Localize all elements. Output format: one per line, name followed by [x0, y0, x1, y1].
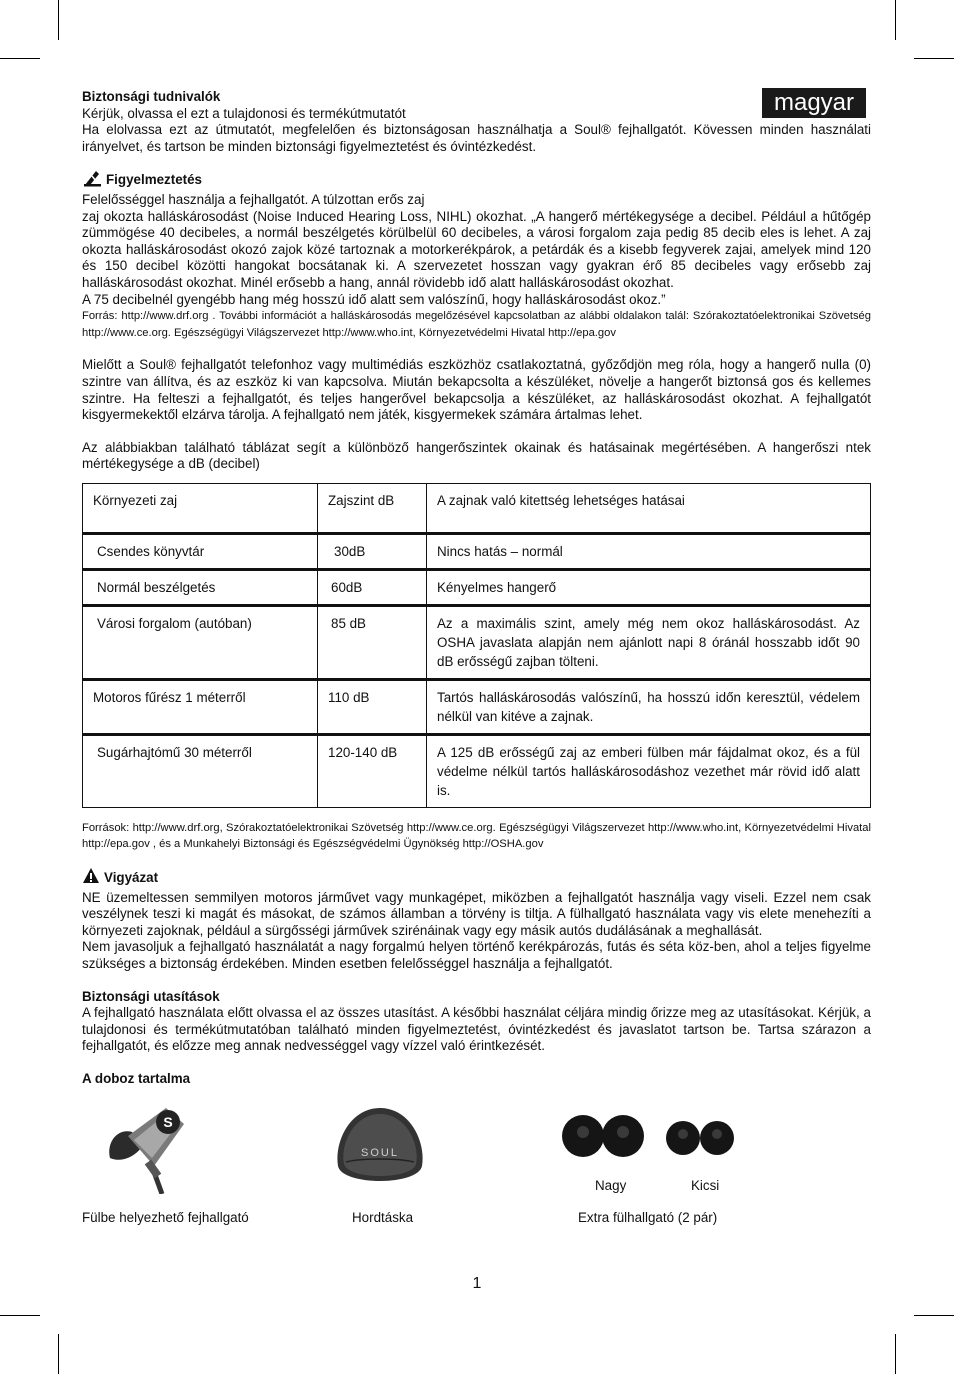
- warning-line3: A 75 decibelnél gyengébb hang még hosszú idő alatt sem valószínű, hogy halláskárosodást okoz.”: [82, 291, 666, 307]
- earbud-logo: S: [163, 1113, 173, 1130]
- box-contents-title: A doboz tartalma: [82, 1071, 191, 1086]
- crop-mark: [58, 0, 59, 40]
- table-row: [83, 734, 871, 807]
- table-cell-env: Sugárhajtómű 30 méterről: [83, 734, 318, 807]
- table-cell-db: 60dB: [318, 569, 427, 605]
- crop-mark: [58, 1334, 59, 1374]
- crop-mark: [0, 58, 40, 59]
- table-header-row: [83, 483, 871, 533]
- table-header-env: Környezeti zaj: [83, 483, 318, 533]
- caution-para2: Nem javasoljuk a fejhallgató használatát a nagy forgalmú helyen történő kerékpározás, futás és séta köz-ben, ahol a teljes figyelme szükséges a biztonság érdekében. Minden esetben felelősséggel használja a fejhallgatót.: [82, 939, 871, 972]
- caution-title: Vigyázat: [104, 870, 159, 886]
- tip-size-small: Kicsi: [691, 1177, 720, 1193]
- noise-level-table: [82, 483, 871, 808]
- tip-size-large: Nagy: [595, 1177, 627, 1193]
- carrying-case-image: [332, 1104, 428, 1195]
- case-brand: SOUL: [361, 1146, 399, 1159]
- sources: Források: http://www.drf.org, Szórakoztatóelektronikai Szövetség http://www.ce.org. Egészségügyi Világszervezet http://www.who.int, Környezetvédelmi Hivatal http://epa.gov , és a Munkahelyi Biztonsági és Egészségvédelmi Ügynökség http://OSHA.gov: [82, 821, 871, 851]
- warning-line1: Felelősséggel használja a fejhallgatót. A túlzottan erős zaj: [82, 191, 425, 207]
- caution-heading: [82, 867, 871, 890]
- table-cell-effect: Tartós halláskárosodás valószínű, ha hosszú időn keresztül, védelem nélkül van kitéve a zajnak.: [427, 679, 871, 734]
- caution-icon: [82, 867, 100, 890]
- box-item-label: Hordtáska: [352, 1209, 414, 1225]
- table-cell-db: 110 dB: [318, 679, 427, 734]
- table-cell-env: Normál beszélgetés: [83, 569, 318, 605]
- page-number: 1: [472, 1275, 482, 1292]
- instructions-title: Biztonsági utasítások: [82, 988, 220, 1004]
- table-cell-db: 85 dB: [318, 605, 427, 679]
- table-cell-effect: Az a maximális szint, amely még nem okoz halláskárosodást. Az OSHA javaslata alapján nem ajánlott napi 8 óránál hosszabb időt 90 dB erősségű zajban tölteni.: [427, 605, 871, 679]
- box-item-label: Extra fülhallgató (2 pár): [578, 1209, 718, 1225]
- caution-para1: NE üzemeltessen semmilyen motoros járművet vagy munkagépet, miközben a fejhallgatót használja vagy viseli. Ezzel nem csak veszélynek teszi ki magát és másokat, de számos államban a törvény is tiltja. A fülhallgató használata vagy vis elete menehezíti a környezeti zajoknak, például a sürgősségi járművek szirénáinak vagy egy másik autós dudálásának a meghallását.: [82, 889, 871, 938]
- table-cell-env: Motoros fűrész 1 méterről: [83, 679, 318, 734]
- instructions-para: A fejhallgató használata előtt olvassa el az összes utasítást. A későbbi használat céljára mindig őrizze meg az utasításokat. Kérjük, a tulajdonosi és termékútmutatóban található minden figyelmeztetést, óvintézkedést és javaslatot tartson be. Tartsa szárazon a fejhallgatót, és előzze meg annak nedvességgel vagy vízzel való érintkezését.: [82, 1005, 871, 1054]
- box-item-label: Fülbe helyezhető fejhallgató: [82, 1209, 249, 1225]
- ear-tips-image: [559, 1108, 759, 1169]
- table-row: [83, 605, 871, 679]
- warning-icon: [82, 169, 102, 192]
- language-badge: magyar: [762, 88, 866, 118]
- safety-info-title: Biztonsági tudnivalók: [82, 89, 221, 104]
- table-header-effect: A zajnak való kitettség lehetséges hatásai: [427, 483, 871, 533]
- warning-heading: [82, 169, 871, 192]
- warning-source: Forrás: http://www.drf.org . További információt a halláskárosodás megelőzésével kapcsolatban az alábbi oldalakon talál: Szórakoztatóelektronikai Szövetség http://www.ce.org. Egészségügyi Világszervezet http://www.who.int, Környezetvédelmi Hivatal http://epa.gov: [82, 310, 871, 339]
- crop-mark: [0, 1315, 40, 1316]
- crop-mark: [895, 1334, 896, 1374]
- earbud-image: [104, 1102, 190, 1199]
- table-cell-env: Csendes könyvtár: [83, 533, 318, 569]
- warning-title: Figyelmeztetés: [106, 172, 203, 188]
- table-row: [83, 569, 871, 605]
- crop-mark: [895, 0, 896, 40]
- safety-info-intro: Ha elolvassa ezt az útmutatót, megfelelően és biztonságosan használhatja a Soul® fejhallgatót. Kövessen minden használati irányelvet, és tartson be minden biztonsági figyelmeztetést és óvintézkedést.: [82, 122, 871, 154]
- small-tips: [666, 1121, 734, 1155]
- table-cell-effect: Nincs hatás – normál: [427, 533, 871, 569]
- crop-mark: [914, 58, 954, 59]
- large-tips: [562, 1115, 644, 1157]
- table-cell-env: Városi forgalom (autóban): [83, 605, 318, 679]
- table-cell-db: 120-140 dB: [318, 734, 427, 807]
- table-cell-effect: A 125 dB erősségű zaj az emberi fülben már fájdalmat okoz, és a fül védelme nélkül tartós halláskárosodáshoz vezethet már rövid idő alatt is.: [427, 734, 871, 807]
- box-contents: [82, 1102, 871, 1252]
- crop-mark: [914, 1315, 954, 1316]
- table-cell-db: 30dB: [318, 533, 427, 569]
- connect-paragraph: Mielőtt a Soul® fejhallgatót telefonhoz vagy multimédiás eszközhöz csatlakoztatná, győződjön meg róla, hogy a hangerő nulla (0) szintre van állítva, és az eszköz ki van kapcsolva. Miután bekapcsolta a készüléket, növelje a hangerőt biztonsá gos és kellemes szintre. Ha felteszi a fejhallgatót, és teljes hangerővel bekapcsolja a készüléket, az halláskárosodást okozhat. A fejhallgatót kisgyermekektől elzárva tárolja. A fejhallgató nem játék, kisgyermekek számára ártalmas lehet.: [82, 357, 871, 423]
- warning-line2: zaj okozta halláskárosodást (Noise Induced Hearing Loss, NIHL) okozhat. „A hangerő mértékegysége a decibel. Például a hűtőgép zümmögése 40 decibeles, a normál beszélgetés körülbelül 60 decibeles, a városi forgalom zaja pedig 85 decib eles is lehet. A zaj okozta halláskárosodást okozó zajok közé tartoznak a motorkerékpárok, a petárdák és a kisebb fegyverek zajai, amelyek mind 120 és 150 decibel közötti hangokat bocsátanak ki. A szervezetet hosszan vagy gyakran érő 85 decibeles vagy erősebb zaj halláskárosodást okozhat. Minél erősebb a hang, annál rövidebb idő alatt halláskárosodást okozhat.: [82, 208, 871, 290]
- table-header-db: Zajszint dB: [318, 483, 427, 533]
- content: [82, 89, 871, 1252]
- table-row: [83, 533, 871, 569]
- table-row: [83, 679, 871, 734]
- table-cell-effect: Kényelmes hangerő: [427, 569, 871, 605]
- safety-info-subtitle: Kérjük, olvassa el ezt a tulajdonosi és termékútmutatót: [82, 105, 406, 121]
- table-intro: Az alábbiakban található táblázat segít a különböző hangerőszintek okainak és hatásainak megértésében. A hangerőszi ntek mértékegysége a dB (decibel): [82, 439, 871, 472]
